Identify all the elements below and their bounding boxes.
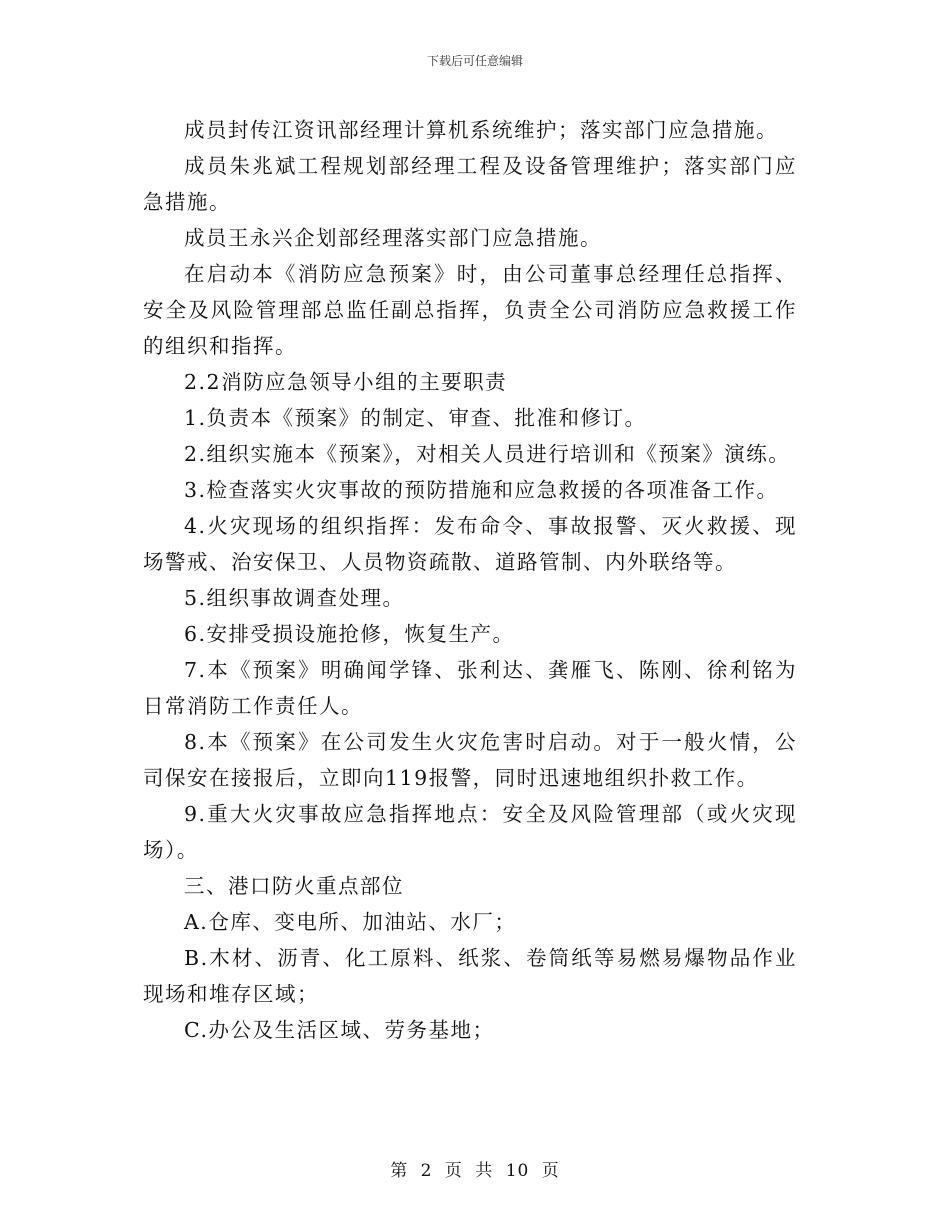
page-label: 第 xyxy=(390,1161,409,1181)
list-item: B.木材、沥青、化工原料、纸浆、卷筒纸等易燃易爆物品作业现场和堆存区域； xyxy=(143,946,797,1006)
list-item: 6.安排受损设施抢修，恢复生产。 xyxy=(184,622,515,646)
list-item: 8.本《预案》在公司发生火灾危害时启动。对于一般火情，公司保安在接报后，立即向119报警，同时迅速地组织扑救工作。 xyxy=(143,730,797,790)
paragraph: 成员朱兆斌工程规划部经理工程及设备管理维护；落实部门应急措施。 xyxy=(143,154,797,214)
paragraph: 成员封传江资讯部经理计算机系统维护；落实部门应急措施。 xyxy=(184,118,778,142)
list-item: 7.本《预案》明确闻学锋、张利达、龚雁飞、陈刚、徐利铭为日常消防工作责任人。 xyxy=(143,658,797,718)
list-item: 5.组织事故调查处理。 xyxy=(184,586,405,610)
document-body xyxy=(143,112,797,1048)
list-item: 2.组织实施本《预案》，对相关人员进行培训和《预案》演练。 xyxy=(184,442,791,466)
page-number: 2 xyxy=(420,1161,433,1181)
paragraph: 成员王永兴企划部经理落实部门应急措施。 xyxy=(184,226,602,250)
paragraph: 在启动本《消防应急预案》时，由公司董事总经理任总指挥、安全及风险管理部总监任副总指挥，负责全公司消防应急救援工作的组织和指挥。 xyxy=(143,262,797,358)
page-unit: 页 xyxy=(444,1161,463,1181)
total-label: 共 xyxy=(475,1161,494,1181)
page-footer xyxy=(0,1156,950,1181)
total-unit: 页 xyxy=(541,1161,560,1181)
section-heading: 2.2消防应急领导小组的主要职责 xyxy=(184,370,508,394)
list-item: C.办公及生活区域、劳务基地； xyxy=(184,1018,495,1042)
page-header: 下载后可任意编辑 xyxy=(426,54,523,68)
list-item: 9.重大火灾事故应急指挥地点：安全及风险管理部（或火灾现场）。 xyxy=(143,802,797,862)
section-heading: 三、港口防火重点部位 xyxy=(184,874,404,898)
list-item: 3.检查落实火灾事故的预防措施和应急救援的各项准备工作。 xyxy=(184,478,779,502)
list-item: 4.火灾现场的组织指挥：发布命令、事故报警、灭火救援、现场警戒、治安保卫、人员物资疏散、道路管制、内外联络等。 xyxy=(143,514,797,574)
list-item: A.仓库、变电所、加油站、水厂； xyxy=(184,910,517,934)
total-pages: 10 xyxy=(505,1161,530,1181)
list-item: 1.负责本《预案》的制定、审查、批准和修订。 xyxy=(184,406,647,430)
